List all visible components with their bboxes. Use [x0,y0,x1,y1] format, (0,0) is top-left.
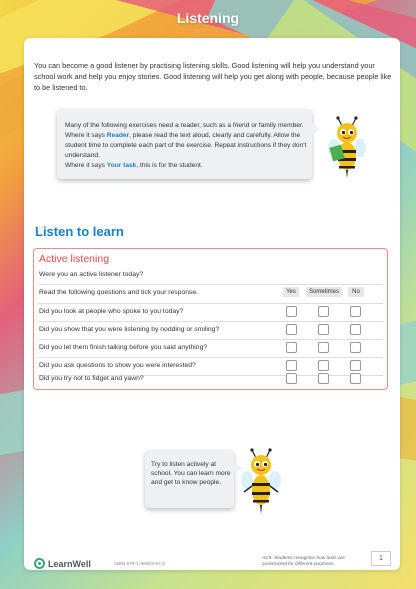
checkbox-sometimes[interactable] [318,342,329,353]
checkbox-sometimes[interactable] [318,306,329,317]
question-row-5 [34,371,387,389]
page-number: 1 [371,551,391,566]
option-header-sometimes: Sometimes [306,287,342,297]
instruction-text: Read the following questions and tick your response. [39,289,199,296]
isbn-text: ISBN 978-1-99003-67-0 [114,562,165,567]
option-header-yes: Yes [283,287,299,297]
page-title: Listening [176,10,240,26]
checkbox-no[interactable] [350,324,361,335]
intro-paragraph: You can become a good listener by practising listening skills. Good listening will help you understand your school work and help you enjoy stories. Good listening will help you get along with people, because people like to be listened to. [34,61,392,92]
question-text: Did you look at people who spoke to you today? [39,308,184,315]
checkbox-yes[interactable] [286,306,297,317]
question-row-1 [34,304,387,322]
active-listening-box [33,248,388,390]
learnwell-logo-icon [34,558,45,569]
your-task-keyword: Your task [106,162,137,169]
reader-keyword: Reader [106,132,130,139]
bee-reading-icon [326,116,368,182]
content-card [24,38,400,570]
checkbox-sometimes[interactable] [318,360,329,371]
section-title: Listen to learn [35,224,124,239]
speech-tail [311,123,320,135]
checkbox-yes[interactable] [286,324,297,335]
checkbox-yes[interactable] [286,360,297,371]
active-listening-title: Active listening [39,253,110,265]
note-text-d: , this is for the student. [136,162,203,169]
tip-text: Try to listen actively at school. You can learn more and get to know people. [151,461,231,486]
checkbox-yes[interactable] [286,373,297,384]
tip-bubble [145,450,234,508]
checkbox-yes[interactable] [286,342,297,353]
note-text-b: , please read the text aloud, clearly and carefully. Allow the student time to complete each part of the exercise. Repeat instructions if they don't understand. [65,132,307,159]
teacher-note-task [65,161,310,171]
checkbox-no[interactable] [350,342,361,353]
curriculum-note: AC9: Students recognise how texts are constructed for different purposes. [262,556,345,567]
note-text-a: Many of the following exercises need a reader, such as a friend or family member. Where it says [65,122,304,139]
title-bar [0,0,416,38]
teacher-note-text [65,121,310,161]
bee-waving-icon [240,448,282,518]
question-row-3 [34,340,387,358]
active-listening-subtitle: Were you an active listener today? [39,271,144,278]
checkbox-no[interactable] [350,373,361,384]
note-text-c: Where it says [65,162,107,169]
instruction-row [34,285,387,303]
option-header-no: No [348,287,364,297]
question-text: Did you ask questions to show you were interested? [39,362,196,369]
checkbox-no[interactable] [350,306,361,317]
checkbox-no[interactable] [350,360,361,371]
question-text: Did you let them finish talking before you said anything? [39,344,208,351]
teacher-note [57,109,312,179]
question-text: Did you try not to fidget and yawn? [39,375,144,382]
question-text: Did you show that you were listening by nodding or smiling? [39,326,220,333]
learnwell-logo [34,558,91,569]
question-row-2 [34,322,387,340]
checkbox-sometimes[interactable] [318,373,329,384]
brand-name: LearnWell [48,558,91,569]
checkbox-sometimes[interactable] [318,324,329,335]
